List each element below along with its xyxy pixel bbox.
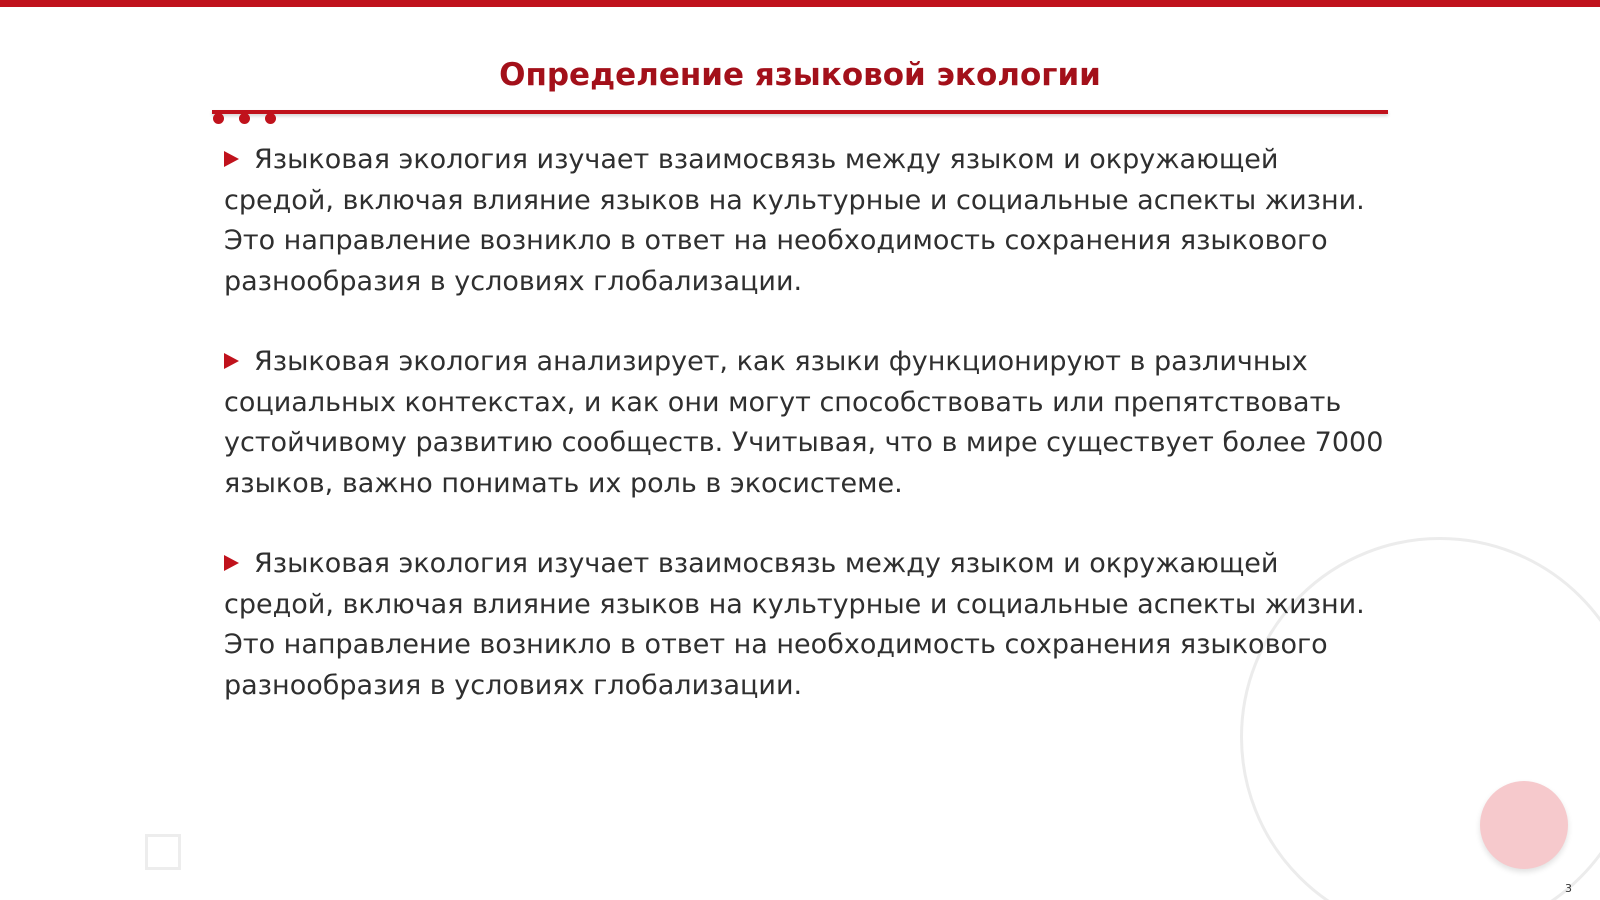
decorative-square-outline xyxy=(145,834,181,870)
bullet-item xyxy=(224,140,1384,302)
triangle-bullet-icon xyxy=(224,151,239,167)
title-dots-ornament xyxy=(213,113,291,125)
bullet-list xyxy=(224,140,1384,746)
ornament-dot xyxy=(265,113,276,124)
decorative-pink-dot xyxy=(1480,781,1568,869)
ornament-dot xyxy=(213,113,224,124)
bullet-item xyxy=(224,342,1384,504)
triangle-bullet-icon xyxy=(224,555,239,571)
page-number: 3 xyxy=(1565,882,1572,895)
bullet-text: Языковая экология изучает взаимосвязь между языком и окружающей средой, включая влияние языков на культурные и социальные аспекты жизни. Это направление возникло в ответ на необходимость сохранения языкового разнообразия в условиях глобализации. xyxy=(224,548,1365,701)
ornament-dot xyxy=(239,113,250,124)
slide-title: Определение языковой экологии xyxy=(499,57,1101,93)
bullet-item xyxy=(224,544,1384,706)
bullet-text: Языковая экология анализирует, как языки функционируют в различных социальных контекстах, и как они могут способствовать или препятствовать устойчивому развитию сообществ. Учитывая, что в мире существует более 7000 языков, важно понимать их роль в экосистеме. xyxy=(224,346,1384,499)
triangle-bullet-icon xyxy=(224,353,239,369)
title-underline xyxy=(212,110,1388,114)
bullet-text: Языковая экология изучает взаимосвязь между языком и окружающей средой, включая влияние языков на культурные и социальные аспекты жизни. Это направление возникло в ответ на необходимость сохранения языкового разнообразия в условиях глобализации. xyxy=(224,144,1365,297)
top-accent-bar xyxy=(0,0,1600,7)
